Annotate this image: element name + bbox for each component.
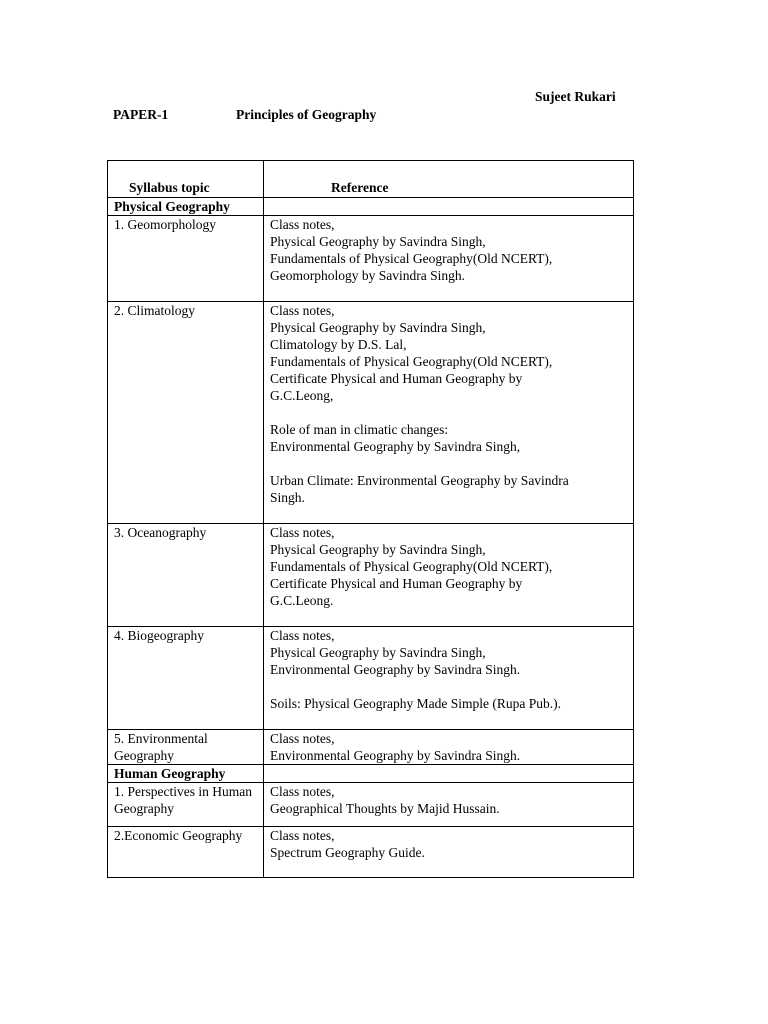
reference-line: Climatology by D.S. Lal, — [270, 337, 407, 352]
reference-cell — [264, 216, 634, 302]
reference-line: Class notes, — [270, 303, 335, 318]
section-empty-cell — [264, 198, 634, 216]
reference-cell — [264, 302, 634, 524]
reference-line: Fundamentals of Physical Geography(Old NCERT), — [270, 354, 553, 369]
reference-line: Soils: Physical Geography Made Simple (Rupa Pub.). — [270, 696, 561, 711]
reference-line: Class notes, — [270, 828, 335, 843]
reference-line: Singh. — [270, 490, 305, 505]
reference-cell — [264, 524, 634, 627]
reference-line: Environmental Geography by Savindra Singh, — [270, 439, 521, 454]
author-name: Sujeet Rukari — [535, 89, 616, 104]
table-row — [108, 783, 634, 827]
reference-line: Physical Geography by Savindra Singh, — [270, 234, 486, 249]
reference-line: Geomorphology by Savindra Singh. — [270, 268, 465, 283]
syllabus-table-body — [108, 161, 634, 878]
reference-line: Certificate Physical and Human Geography by — [270, 371, 523, 386]
table-row — [108, 524, 634, 627]
topic-cell: 2.Economic Geography — [108, 827, 264, 878]
reference-line: Class notes, — [270, 525, 335, 540]
reference-line: G.C.Leong, — [270, 388, 334, 403]
section-title: Human Geography — [108, 765, 264, 783]
reference-cell — [264, 627, 634, 730]
topic-cell: 1. Geomorphology — [108, 216, 264, 302]
reference-line: Class notes, — [270, 784, 335, 799]
topic-cell: 3. Oceanography — [108, 524, 264, 627]
topic-cell: 4. Biogeography — [108, 627, 264, 730]
reference-line: Environmental Geography by Savindra Singh. — [270, 662, 521, 677]
topic-cell: 2. Climatology — [108, 302, 264, 524]
reference-line: Fundamentals of Physical Geography(Old NCERT), — [270, 559, 553, 574]
section-title: Physical Geography — [108, 198, 264, 216]
reference-line: Class notes, — [270, 731, 335, 746]
table-row — [108, 627, 634, 730]
reference-line: Certificate Physical and Human Geography by — [270, 576, 523, 591]
section-row — [108, 198, 634, 216]
reference-line: Class notes, — [270, 217, 335, 232]
table-row — [108, 216, 634, 302]
table-row — [108, 730, 634, 765]
reference-line: Physical Geography by Savindra Singh, — [270, 542, 486, 557]
table-row — [108, 302, 634, 524]
reference-line: Class notes, — [270, 628, 335, 643]
section-row — [108, 765, 634, 783]
paper-label: PAPER-1 — [113, 107, 169, 122]
reference-line: Role of man in climatic changes: — [270, 422, 449, 437]
reference-line: Geographical Thoughts by Majid Hussain. — [270, 801, 500, 816]
column-header-reference: Reference — [264, 161, 634, 198]
reference-line: Spectrum Geography Guide. — [270, 845, 425, 860]
table-header-row — [108, 161, 634, 198]
table-row — [108, 827, 634, 878]
topic-cell: 1. Perspectives in Human Geography — [108, 783, 264, 827]
reference-gap — [270, 404, 627, 421]
reference-line: Physical Geography by Savindra Singh, — [270, 320, 486, 335]
syllabus-table — [107, 160, 634, 878]
reference-line: Urban Climate: Environmental Geography by Savindra — [270, 473, 569, 488]
reference-line: Fundamentals of Physical Geography(Old NCERT), — [270, 251, 553, 266]
reference-cell — [264, 730, 634, 765]
reference-cell — [264, 783, 634, 827]
reference-line: G.C.Leong. — [270, 593, 334, 608]
column-header-topic: Syllabus topic — [108, 161, 264, 198]
paper-title: Principles of Geography — [236, 107, 377, 122]
reference-gap — [270, 455, 627, 472]
reference-gap — [270, 678, 627, 695]
reference-cell — [264, 827, 634, 878]
section-empty-cell — [264, 765, 634, 783]
topic-cell: 5. Environmental Geography — [108, 730, 264, 765]
reference-line: Physical Geography by Savindra Singh, — [270, 645, 486, 660]
reference-line: Environmental Geography by Savindra Singh. — [270, 748, 521, 763]
